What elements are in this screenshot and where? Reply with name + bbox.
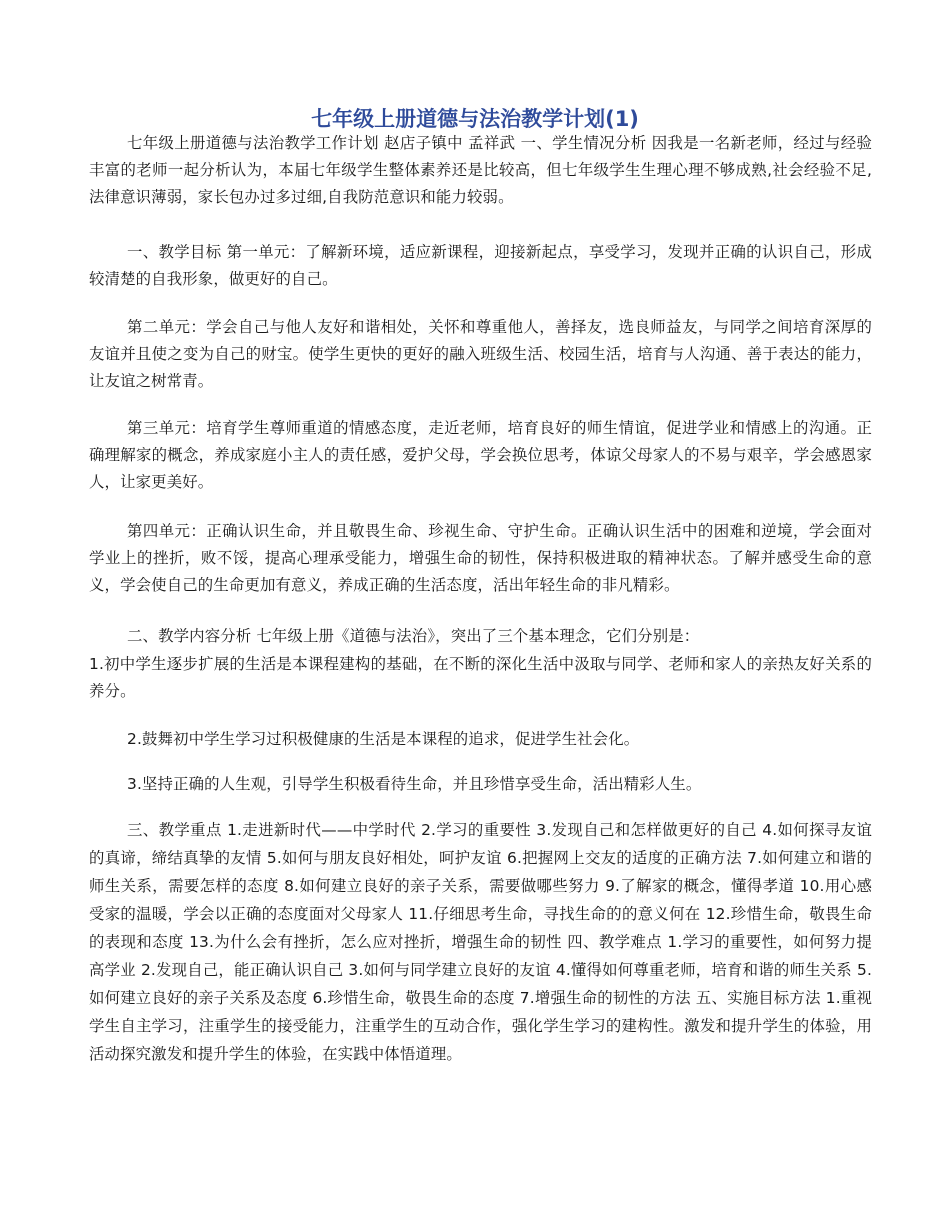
paragraph-unit-4: 第四单元：正确认识生命，并且敬畏生命、珍视生命、守护生命。正确认识生活中的困难和逆境，学会面对学业上的挫折，败不馁，提高心理承受能力，增强生命的韧性，保持积极进取的精神状态。了解并感受生命的意义，学会使自己的生命更加有意义，养成正确的生活态度，活出年轻生命的非凡精彩。 — [89, 522, 872, 594]
paragraph-unit-3: 第三单元：培育学生尊师重道的情感态度，走近老师，培育良好的师生情谊，促进学业和情感上的沟通。正确理解家的概念，养成家庭小主人的责任感，爱护父母，学会换位思考，体谅父母家人的不易与艰辛，学会感恩家人，让家更美好。 — [89, 419, 872, 491]
document-title: 七年级上册道德与法治教学计划(1) — [311, 107, 639, 131]
paragraph-unit-2: 第二单元：学会自己与他人友好和谐相处，关怀和尊重他人，善择友，选良师益友，与同学之间培育深厚的友谊并且使之变为自己的财宝。使学生更快的更好的融入班级生活、校园生活，培育与人沟通、善于表达的能力，让友谊之树常青。 — [89, 318, 872, 390]
paragraph-student-analysis: 七年级上册道德与法治教学工作计划 赵店子镇中 孟祥武 一、学生情况分析 因我是一名新老师，经过与经验丰富的老师一起分析认为，本届七年级学生整体素养还是比较高，但七年级学生生理心理不够成熟,社会经验不足,法律意识薄弱，家长包办过多过细,自我防范意识和能力较弱。 — [89, 134, 872, 206]
paragraph-content-analysis: 二、教学内容分析 七年级上册《道德与法治》，突出了三个基本理念，它们分别是： — [127, 627, 700, 645]
paragraph-principle-3: 3.坚持正确的人生观，引导学生积极看待生命，并且珍惜享受生命，活出精彩人生。 — [127, 775, 702, 793]
paragraph-principle-1: 1.初中学生逐步扩展的生活是本课程建构的基础，在不断的深化生活中汲取与同学、老师和家人的亲热友好关系的养分。 — [89, 655, 872, 700]
paragraph-key-points-difficulties-methods: 三、教学重点 1.走进新时代——中学时代 2.学习的重要性 3.发现自己和怎样做更好的自己 4.如何探寻友谊的真谛，缔结真挚的友情 5.如何与朋友良好相处，呵护友谊 6.把握网上交友的适度的正确方法 7.如何建立和谐的师生关系，需要怎样的态度 8.如何建立良好的亲子关系，需要做哪些努力 9.了解家的概念，懂得孝道 10.用心感受家的温暖，学会以正确的态度面对父母家人 11.仔细思考生命，寻找生命的的意义何在 12.珍惜生命，敬畏生命的表现和态度 13.为什么会有挫折，怎么应对挫折，增强生命的韧性 四、教学难点 1.学习的重要性，如何努力提高学业 2.发现自己，能正确认识自己 3.如何与同学建立良好的友谊 4.懂得如何尊重老师，培育和谐的师生关系 5.如何建立良好的亲子关系及态度 6.珍惜生命，敬畏生命的态度 7.增强生命的韧性的方法 五、实施目标方法 1.重视学生自主学习，注重学生的接受能力，注重学生的互动合作，强化学生学习的建构性。激发和提升学生的体验，用活动探究激发和提升学生的体验，在实践中体悟道理。 — [89, 821, 872, 1063]
paragraph-principle-2: 2.鼓舞初中学生学习过积极健康的生活是本课程的追求，促进学生社会化。 — [127, 730, 640, 748]
paragraph-teaching-goal-unit-1: 一、教学目标 第一单元：了解新环境，适应新课程，迎接新起点，享受学习，发现并正确的认识自己，形成较清楚的自我形象，做更好的自己。 — [89, 243, 872, 288]
